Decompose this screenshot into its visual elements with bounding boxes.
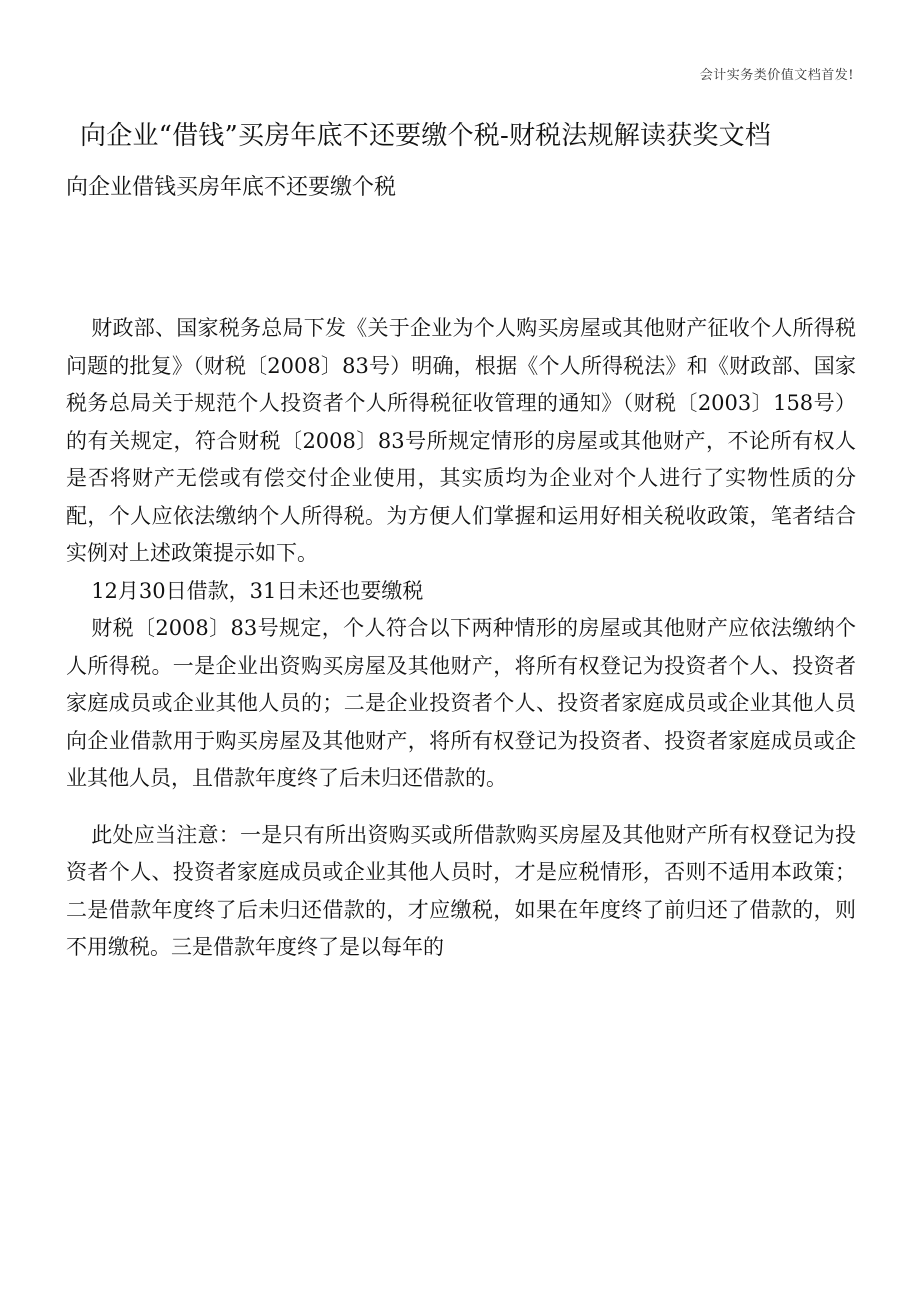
paragraph-heading-deadline: 12月30日借款，31日未还也要缴税 [91,578,424,603]
document-title: 向企业“借钱”买房年底不还要缴个税-财税法规解读获奖文档 [80,121,771,151]
paragraph-regulation: 财税〔2008〕83号规定，个人符合以下两种情形的房屋或其他财产应依法缴纳个人所得税。一是企业出资购买房屋及其他财产，将所有权登记为投资者个人、投资者家庭成员或企业其他人员的；二是企业投资者个人、投资者家庭成员或企业其他人员向企业借款用于购买房屋及其他财产，将所有权登记为投资者、投资者家庭成员或企业其他人员，且借款年度终了后未归还借款的。 [66,616,856,790]
paragraph-intro: 财政部、国家税务总局下发《关于企业为个人购买房屋或其他财产征收个人所得税问题的批复》（财税〔2008〕83号）明确，根据《个人所得税法》和《财政部、国家税务总局关于规范个人投资者个人所得税征收管理的通知》（财税〔2003〕158号）的有关规定，符合财税〔2008〕83号所规定情形的房屋或其他财产，不论所有权人是否将财产无偿或有偿交付企业使用，其实质均为企业对个人进行了实物性质的分配，个人应依法缴纳个人所得税。为方便人们掌握和运用好相关税收政策，笔者结合实例对上述政策提示如下。 [66,316,856,565]
document-body [66,310,856,967]
paragraph-notes: 此处应当注意：一是只有所出资购买或所借款购买房屋及其他财产所有权登记为投资者个人、投资者家庭成员或企业其他人员时，才是应税情形，否则不适用本政策；二是借款年度终了后未归还借款的，才应缴税，如果在年度终了前归还了借款的，则不用缴税。三是借款年度终了是以每年的 [66,822,856,959]
header-note: 会计实务类价值文档首发! [699,68,854,83]
document-subtitle: 向企业借钱买房年底不还要缴个税 [66,175,397,200]
